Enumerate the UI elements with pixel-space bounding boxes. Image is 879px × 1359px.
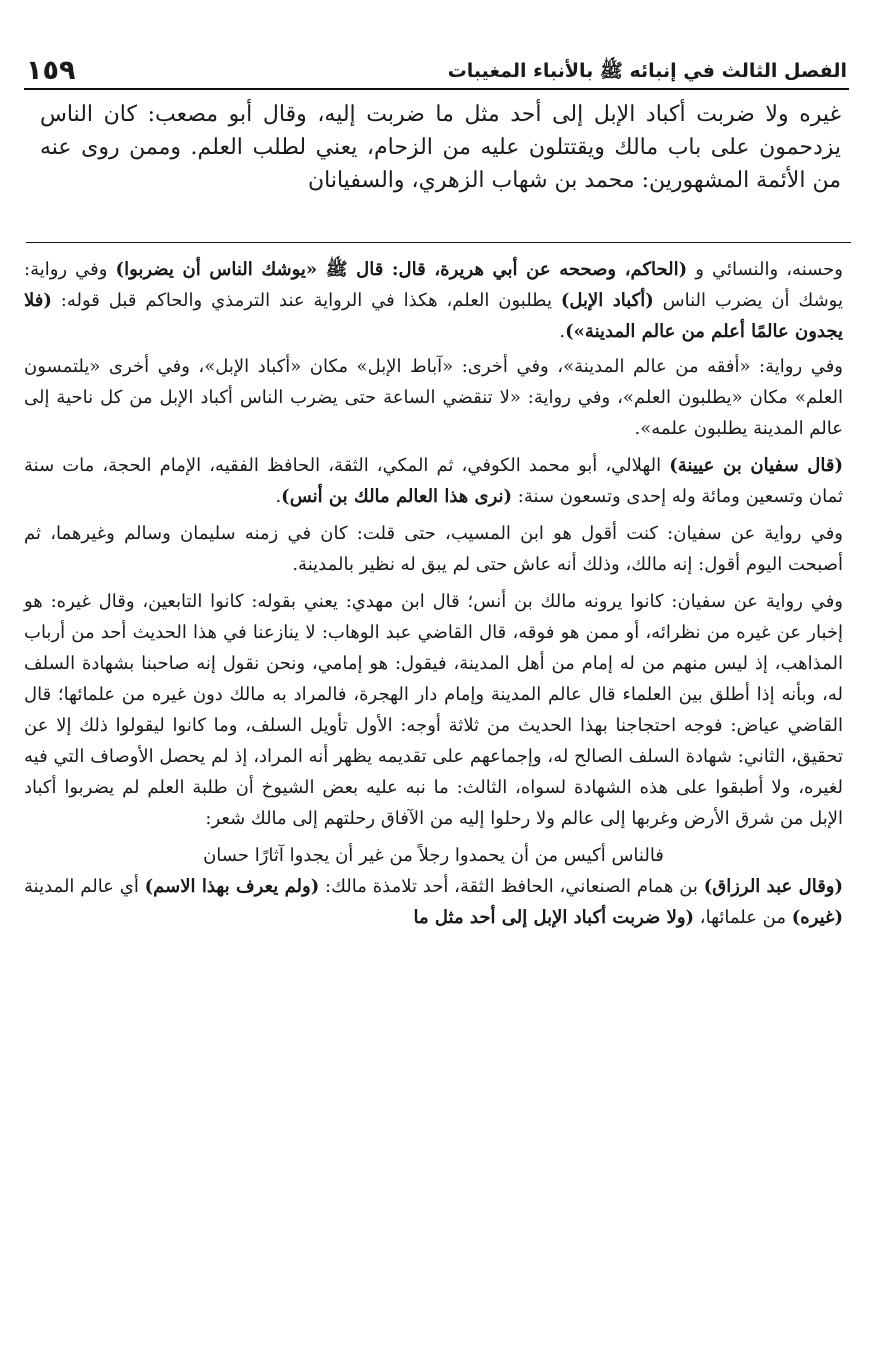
hadith-quote: (الحاكم، وصححه عن أبي هريرة، قال: قال ﷺ «يوشك الناس أن يضربوا) [115,259,688,280]
commentary-text: من علمائها، [694,907,792,928]
commentary-text: أي عالم المدينة [24,876,145,897]
commentary-text: . [559,321,566,342]
main-text-quote: (نرى هذا العالم مالك بن أنس) [281,486,513,507]
main-paragraph: غيره ولا ضربت أكباد الإبل إلى أحد مثل ما ضربت إليه، وقال أبو مصعب: كان الناس يزدحمون على باب مالك ويقتتلون عليه من الزحام، يعني لطلب العلم. وممن روى عنه من الأئمة المشهورين: محمد بن شهاب الزهري، والسفيانان [40,102,841,193]
commentary-paragraph-1 [24,254,843,347]
commentary-text: وحسنه، والنسائي و [687,259,843,280]
commentary-text: الهلالي، أبو محمد الكوفي، ثم المكي، الثقة، الحافظ الفقيه، الإمام الحجة، مات سنة ثمان وتسعين ومائة وله إحدى وتسعون سنة: [24,455,843,507]
main-text-quote: (قال سفيان بن عيينة) [669,455,843,476]
page-header [26,38,847,86]
main-text [40,98,841,197]
main-text-quote: (ولم يعرف بهذا الاسم) [144,876,320,897]
commentary-text: يطلبون العلم، هكذا في الرواية عند الترمذي والحاكم قبل قوله: [51,290,561,311]
commentary-paragraph-4: وفي رواية عن سفيان: كنت أقول هو ابن المسيب، حتى قلت: كان في زمنه سليمان وسالم وغيرهما، ثم أصبحت اليوم أقول: إنه مالك، وذلك أنه عاش حتى لم يبق له نظير بالمدينة. [24,523,843,575]
hadith-quote: (فلا يجدون عالمًا أعلم من عالم المدينة») [24,290,843,342]
header-rule [24,88,849,90]
commentary-text: بن همام الصنعاني، الحافظ الثقة، أحد تلامذة مالك: [319,876,704,897]
running-title: الفصل الثالث في إنبائه ﷺ بالأنباء المغيبات [447,60,847,82]
poetry-verse: فالناس أكيس من أن يحمدوا رجلاً من غير أن يجدوا آثارًا حسان [203,845,664,866]
commentary-text: . [275,486,282,507]
commentary-separator [26,242,851,243]
commentary-paragraph-3 [24,450,843,512]
commentary-text: وفي رواية: يوشك أن يضرب الناس [24,259,843,311]
commentary [24,254,843,939]
main-text-quote: (غيره) [791,907,843,928]
commentary-paragraph-5: وفي رواية عن سفيان: كانوا يرونه مالك بن أنس؛ قال ابن مهدي: يعني بقوله: كانوا التابعين، وقال غيره: هو إخبار عن غيره من نظرائه، أو ممن هو فوقه، قال القاضي عبد الوهاب: لا ينازعنا في هذا الحديث أحد من أرباب المذاهب، إذ ليس منهم من له إمام من أهل المدينة، فيقول: هو إمامي، ونحن نقول إنه صاحبنا بشهادة السلف له، وبأنه إذا أطلق بين العلماء قال عالم المدينة وإمام دار الهجرة، فالمراد به مالك دون غيره من علمائها؛ قال القاضي عياض: فوجه احتجاجنا بهذا الحديث من ثلاثة أوجه: الأول تأويل السلف، وما كانوا ليقولوا ذلك إلا عن تحقيق، الثاني: شهادة السلف الصالح له، وإجماعهم على تقديمه يظهر أنه المراد، إذ لم يحصل الأوصاف التي فيه لغيره، ولا أطبقوا على هذه الشهادة لسواه، الثالث: ما نبه عليه بعض الشيوخ أن طلبة العلم لم يضربوا أكباد الإبل من شرق الأرض وغربها إلى عالم ولا رحلوا إليه من الآفاق رحلتهم إلى مالك شعر: [24,591,843,829]
page-number: ١٥٩ [26,55,76,86]
commentary-paragraph-6 [24,871,843,933]
main-text-quote: (ولا ضربت أكباد الإبل إلى أحد مثل ما [413,907,695,928]
commentary-paragraph-2: وفي رواية: «أفقه من عالم المدينة»، وفي أخرى: «آباط الإبل» مكان «أكباد الإبل»، وفي أخرى «يلتمسون العلم» مكان «يطلبون العلم»، وفي رواية: «لا تنقضي الساعة حتى يضرب الناس أكباد الإبل من كل ناحية إلى عالم المدينة يطلبون علمه». [24,356,843,439]
hadith-quote: (أكباد الإبل) [560,290,654,311]
main-text-quote: (وقال عبد الرزاق) [703,876,844,897]
